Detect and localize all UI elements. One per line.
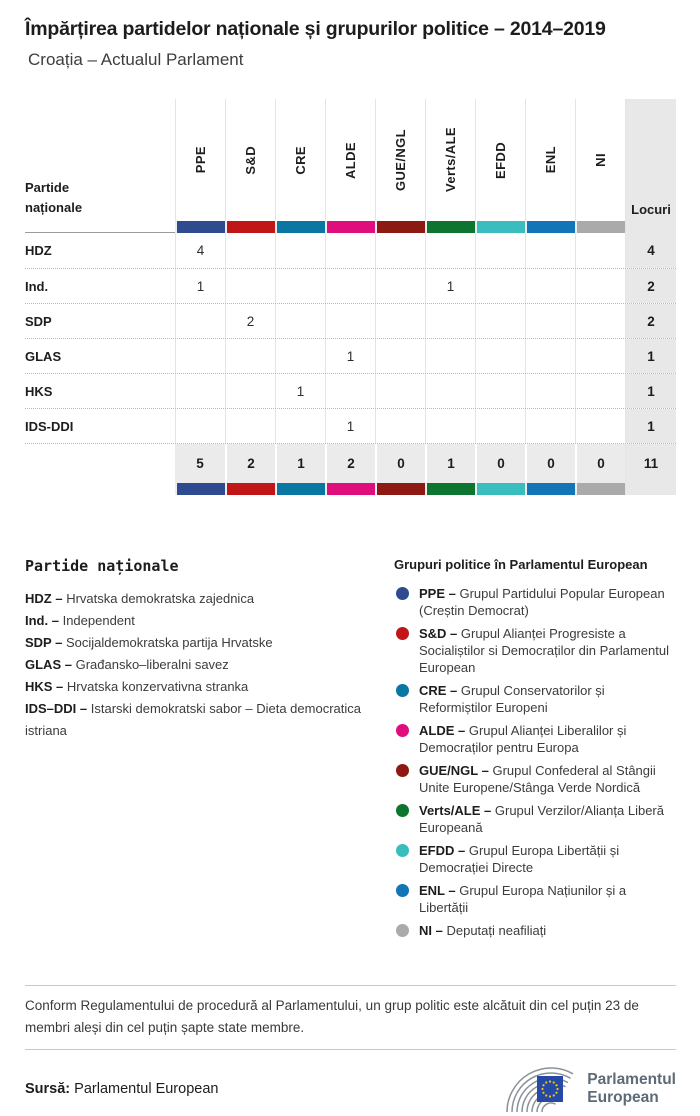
cell-value xyxy=(475,374,525,408)
cell-value xyxy=(425,409,475,443)
divider xyxy=(25,1049,676,1050)
table-row-sdp xyxy=(25,303,676,338)
party-name: SDP xyxy=(25,313,52,329)
group-dot-cre xyxy=(396,684,409,697)
legend-group-text: ENL – Grupul Europa Națiunilor și a Libertății xyxy=(419,883,627,915)
total-seats-value: 11 xyxy=(625,444,676,483)
bar-spacer xyxy=(25,483,175,495)
cell-value xyxy=(325,233,375,268)
color-swatch-sd xyxy=(225,221,275,233)
legend-group-text: CRE – Grupul Conservatorilor și Reformiștilor Europeni xyxy=(419,683,605,715)
color-swatch-enl xyxy=(525,483,575,495)
total-value: 0 xyxy=(475,444,525,483)
legend-group-item xyxy=(394,882,676,916)
total-value: 0 xyxy=(575,444,625,483)
legend-group-item xyxy=(394,625,676,676)
color-swatch-guengl xyxy=(375,221,425,233)
group-dot-vertsale xyxy=(396,804,409,817)
seats-column-spacer xyxy=(625,221,676,233)
cell-value xyxy=(425,304,475,338)
table-row-hks xyxy=(25,373,676,408)
group-dot-sd xyxy=(396,627,409,640)
footnote: Conform Regulamentului de procedură al Parlamentului, un grup politic este alcătuit din cel puțin 23 de membri aleși din cel puțin șapte state membre. xyxy=(25,998,639,1035)
legend-group-text: S&D – Grupul Alianței Progresiste a Socialiștilor si Democraților din Parlamentul European xyxy=(419,626,669,675)
legend-group-text: ALDE – Grupul Alianței Liberalilor și Democraților pentru Europa xyxy=(419,723,627,755)
cell-value: 1 xyxy=(325,339,375,373)
legend-party-item: Ind. – Independent xyxy=(25,613,135,628)
cell-value: 2 xyxy=(225,304,275,338)
legend-group-item xyxy=(394,762,676,796)
legend-group-text: EFDD – Grupul Europa Libertății și Democrației Directe xyxy=(419,843,620,875)
total-value: 5 xyxy=(175,444,225,483)
cell-value: 1 xyxy=(275,374,325,408)
total-value: 1 xyxy=(425,444,475,483)
cell-value xyxy=(375,339,425,373)
legend-group-text: Verts/ALE – Grupul Verzilor/Alianța Liberă Europeană xyxy=(419,803,664,835)
color-swatch-cre xyxy=(275,483,325,495)
cell-value xyxy=(325,269,375,303)
table-row-glas xyxy=(25,338,676,373)
legend-party-item: HKS – Hrvatska konzervativna stranka xyxy=(25,679,249,694)
total-value: 2 xyxy=(325,444,375,483)
cell-value xyxy=(275,233,325,268)
column-header-enl: ENL xyxy=(525,99,575,221)
legend-section xyxy=(25,557,676,945)
cell-value xyxy=(225,374,275,408)
cell-value xyxy=(275,339,325,373)
cell-value xyxy=(275,269,325,303)
cell-value xyxy=(575,409,625,443)
cell-value xyxy=(475,233,525,268)
party-name: Ind. xyxy=(25,278,49,294)
seats-value: 1 xyxy=(625,374,676,408)
table-row-idsddi xyxy=(25,408,676,443)
color-swatch-ppe xyxy=(175,483,225,495)
legend-party-item: HDZ – Hrvatska demokratska zajednica xyxy=(25,591,255,606)
legend-group-text: NI – Deputați neafiliați xyxy=(419,923,547,938)
cell-value xyxy=(575,269,625,303)
color-swatch-ni xyxy=(575,483,625,495)
cell-value xyxy=(275,304,325,338)
party-name: IDS-DDI xyxy=(25,418,74,434)
cell-value xyxy=(425,339,475,373)
column-header-efdd: EFDD xyxy=(475,99,525,221)
seats-value: 2 xyxy=(625,304,676,338)
page-title: Împărțirea partidelor naționale și grupurilor politice – 2014–2019 xyxy=(25,18,606,40)
cell-value xyxy=(525,269,575,303)
seats-value: 4 xyxy=(625,233,676,268)
cell-value xyxy=(575,339,625,373)
seats-value: 1 xyxy=(625,409,676,443)
total-value: 2 xyxy=(225,444,275,483)
cell-value xyxy=(225,233,275,268)
legend-groups-title: Grupuri politice în Parlamentul European xyxy=(394,557,648,572)
cell-value xyxy=(375,269,425,303)
column-header-ni: NI xyxy=(575,99,625,221)
column-header-vertsale: Verts/ALE xyxy=(425,99,475,221)
column-header-alde: ALDE xyxy=(325,99,375,221)
column-header-cre: CRE xyxy=(275,99,325,221)
group-dot-ni xyxy=(396,924,409,937)
cell-value xyxy=(375,409,425,443)
legend-party-item: SDP – Socijaldemokratska partija Hrvatske xyxy=(25,635,273,650)
legend-political-groups xyxy=(394,557,676,945)
row-header-label: Partide naționale xyxy=(25,180,83,215)
column-header-ppe: PPE xyxy=(175,99,225,221)
cell-value xyxy=(525,339,575,373)
seats-value: 1 xyxy=(625,339,676,373)
group-dot-enl xyxy=(396,884,409,897)
cell-value xyxy=(225,339,275,373)
row-header-cell xyxy=(25,99,175,221)
legend-party-item: GLAS – Građansko–liberalni savez xyxy=(25,657,229,672)
cell-value xyxy=(425,374,475,408)
cell-value xyxy=(175,374,225,408)
group-dot-alde xyxy=(396,724,409,737)
cell-value: 4 xyxy=(175,233,225,268)
legend-group-text: GUE/NGL – Grupul Confederal al Stângii Unite Europene/Stânga Verde Nordică xyxy=(419,763,656,795)
cell-value xyxy=(525,304,575,338)
group-color-bar-bottom xyxy=(25,483,676,495)
legend-group-item xyxy=(394,682,676,716)
cell-value xyxy=(375,304,425,338)
color-swatch-vertsale xyxy=(425,221,475,233)
hemicycle-icon xyxy=(499,1062,579,1116)
cell-value xyxy=(475,339,525,373)
european-parliament-logo xyxy=(499,1062,676,1116)
cell-value xyxy=(525,374,575,408)
seats-value: 2 xyxy=(625,269,676,303)
table-row-ind xyxy=(25,268,676,303)
color-swatch-ni xyxy=(575,221,625,233)
legend-group-item xyxy=(394,722,676,756)
logo-wordmark: Parlamentul European xyxy=(587,1071,676,1106)
cell-value xyxy=(175,304,225,338)
cell-value xyxy=(475,269,525,303)
cell-value xyxy=(475,304,525,338)
page-subtitle: Croația – Actualul Parlament xyxy=(28,50,244,69)
column-header-seats: Locuri xyxy=(625,99,676,221)
cell-value xyxy=(225,409,275,443)
legend-group-item xyxy=(394,842,676,876)
color-swatch-cre xyxy=(275,221,325,233)
cell-value xyxy=(575,233,625,268)
column-header-guengl: GUE/NGL xyxy=(375,99,425,221)
color-swatch-vertsale xyxy=(425,483,475,495)
cell-value xyxy=(375,233,425,268)
color-swatch-efdd xyxy=(475,221,525,233)
source-row xyxy=(25,1062,676,1116)
cell-value: 1 xyxy=(175,269,225,303)
party-name: GLAS xyxy=(25,348,62,364)
cell-value xyxy=(575,304,625,338)
divider xyxy=(25,985,676,986)
legend-group-text: PPE – Grupul Partidului Popular European (Creștin Democrat) xyxy=(419,586,665,618)
party-name: HDZ xyxy=(25,243,52,258)
cell-value xyxy=(325,304,375,338)
group-dot-efdd xyxy=(396,844,409,857)
eu-flag xyxy=(537,1076,563,1102)
table-row-hdz xyxy=(25,233,676,268)
group-dot-guengl xyxy=(396,764,409,777)
color-swatch-efdd xyxy=(475,483,525,495)
cell-value xyxy=(325,374,375,408)
cell-value xyxy=(175,339,225,373)
table-header-row xyxy=(25,99,676,221)
legend-national-parties xyxy=(25,557,383,945)
cell-value: 1 xyxy=(425,269,475,303)
color-swatch-enl xyxy=(525,221,575,233)
cell-value xyxy=(475,409,525,443)
color-swatch-alde xyxy=(325,483,375,495)
cell-value xyxy=(575,374,625,408)
cell-value xyxy=(525,409,575,443)
column-header-sd: S&D xyxy=(225,99,275,221)
cell-value xyxy=(525,233,575,268)
color-swatch-alde xyxy=(325,221,375,233)
legend-group-item xyxy=(394,585,676,619)
cell-value xyxy=(375,374,425,408)
cell-value xyxy=(275,409,325,443)
seats-table xyxy=(25,99,676,495)
total-value: 1 xyxy=(275,444,325,483)
legend-group-item xyxy=(394,802,676,836)
total-value: 0 xyxy=(375,444,425,483)
legend-party-item: IDS–DDI – Istarski demokratski sabor – Dieta democratica istriana xyxy=(25,701,361,738)
totals-spacer xyxy=(25,444,175,483)
group-color-bar-top xyxy=(25,221,676,233)
cell-value: 1 xyxy=(325,409,375,443)
row-header-underline xyxy=(25,221,175,233)
seats-column-spacer xyxy=(625,483,676,495)
group-dot-ppe xyxy=(396,587,409,600)
legend-group-item xyxy=(394,922,676,939)
color-swatch-sd xyxy=(225,483,275,495)
cell-value xyxy=(225,269,275,303)
party-name: HKS xyxy=(25,383,53,399)
color-swatch-ppe xyxy=(175,221,225,233)
color-swatch-guengl xyxy=(375,483,425,495)
source-text: Sursă: Parlamentul European xyxy=(25,1081,219,1097)
legend-parties-title: Partide naționale xyxy=(25,557,179,575)
cell-value xyxy=(175,409,225,443)
table-totals-row xyxy=(25,443,676,483)
total-value: 0 xyxy=(525,444,575,483)
cell-value xyxy=(425,233,475,268)
